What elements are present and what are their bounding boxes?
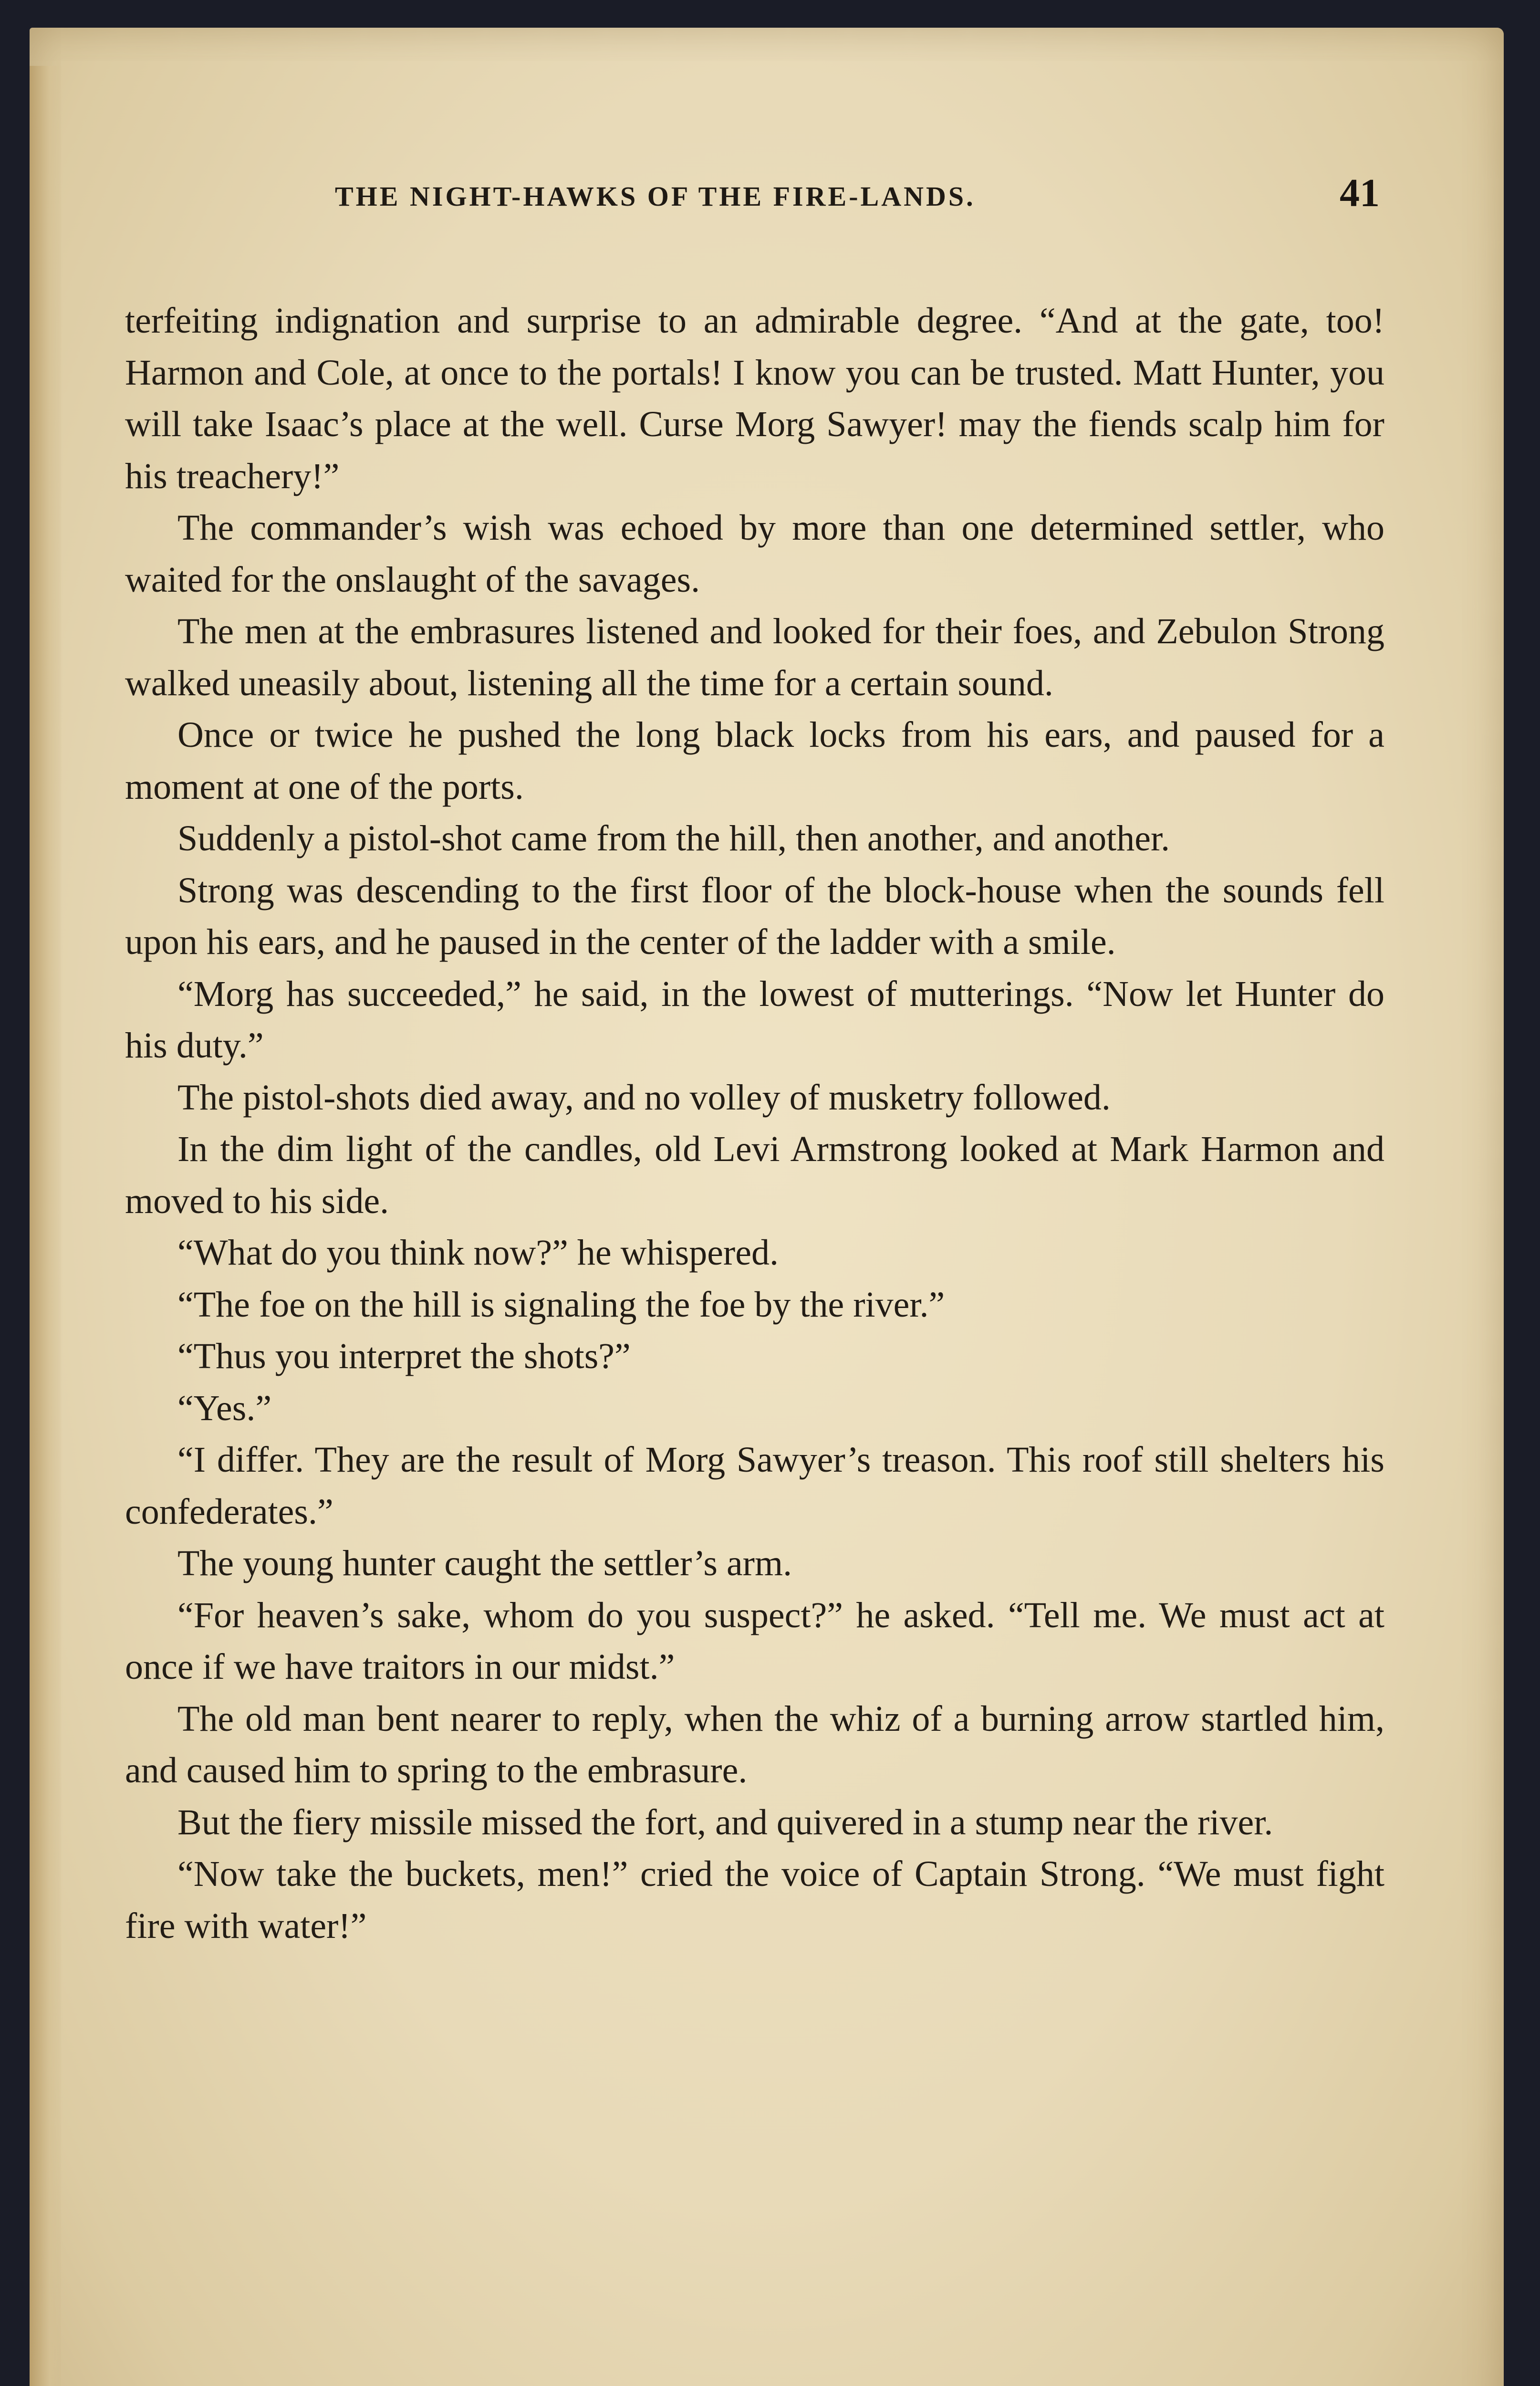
paragraph: “The foe on the hill is signaling the foe by the river.” [177,1284,945,1325]
paragraph: Suddenly a pistol-shot came from the hill, then another, and another. [177,818,1170,858]
paragraph: “Morg has succeeded,” he said, in the lowest of mutterings. “Now let Hunter do his duty.” [125,973,1384,1066]
paragraph: The men at the embrasures listened and looked for their foes, and Zebulon Strong walked uneasily about, listening all the time for a certain sound. [125,611,1384,703]
paragraph: The pistol-shots died away, and no volley of musketry followed. [177,1077,1111,1118]
page-number: 41 [1340,171,1380,215]
paragraph: The old man bent nearer to reply, when the whiz of a burning arrow startled him, and caused him to spring to the embrasure. [125,1698,1384,1790]
page-gutter [30,66,63,2386]
paragraph: “Now take the buckets, men!” cried the voice of Captain Strong. “We must fight fire with water!” [125,1854,1384,1946]
paragraph: “Yes.” [177,1388,272,1428]
paper-page [30,28,1504,2386]
running-head: THE NIGHT-HAWKS OF THE FIRE-LANDS. [335,181,976,212]
paragraph: “I differ. They are the result of Morg Sawyer’s treason. This roof still shelters his confederates.” [125,1440,1384,1532]
paragraph: Once or twice he pushed the long black locks from his ears, and paused for a moment at one of the ports. [125,715,1384,807]
paragraph: “What do you think now?” he whispered. [177,1233,779,1273]
paragraph: terfeiting indignation and surprise to an admirable degree. “And at the gate, too! Harmon and Cole, at once to the portals! I know you can be trusted. Matt Hunter, you will take Isaac’s place at the well. Curse Morg Sawyer! may the fiends scalp him for his treachery!” [125,301,1384,496]
paragraph: Strong was descending to the first floor of the block-house when the sounds fell upon his ears, and he paused in the center of the ladder with a smile. [125,870,1384,962]
paragraph: “For heaven’s sake, whom do you suspect?” he asked. “Tell me. We must act at once if we have traitors in our midst.” [125,1595,1384,1687]
paragraph: The young hunter caught the settler’s arm. [177,1543,792,1583]
paragraph: The commander’s wish was echoed by more than one determined settler, who waited for the onslaught of the savages. [125,508,1384,600]
paragraph: In the dim light of the candles, old Levi Armstrong looked at Mark Harmon and moved to his side. [125,1129,1384,1221]
body-text [125,295,1384,1952]
paragraph: But the fiery missile missed the fort, and quivered in a stump near the river. [177,1802,1273,1842]
paragraph: “Thus you interpret the shots?” [177,1336,631,1376]
page-header [135,171,1389,223]
